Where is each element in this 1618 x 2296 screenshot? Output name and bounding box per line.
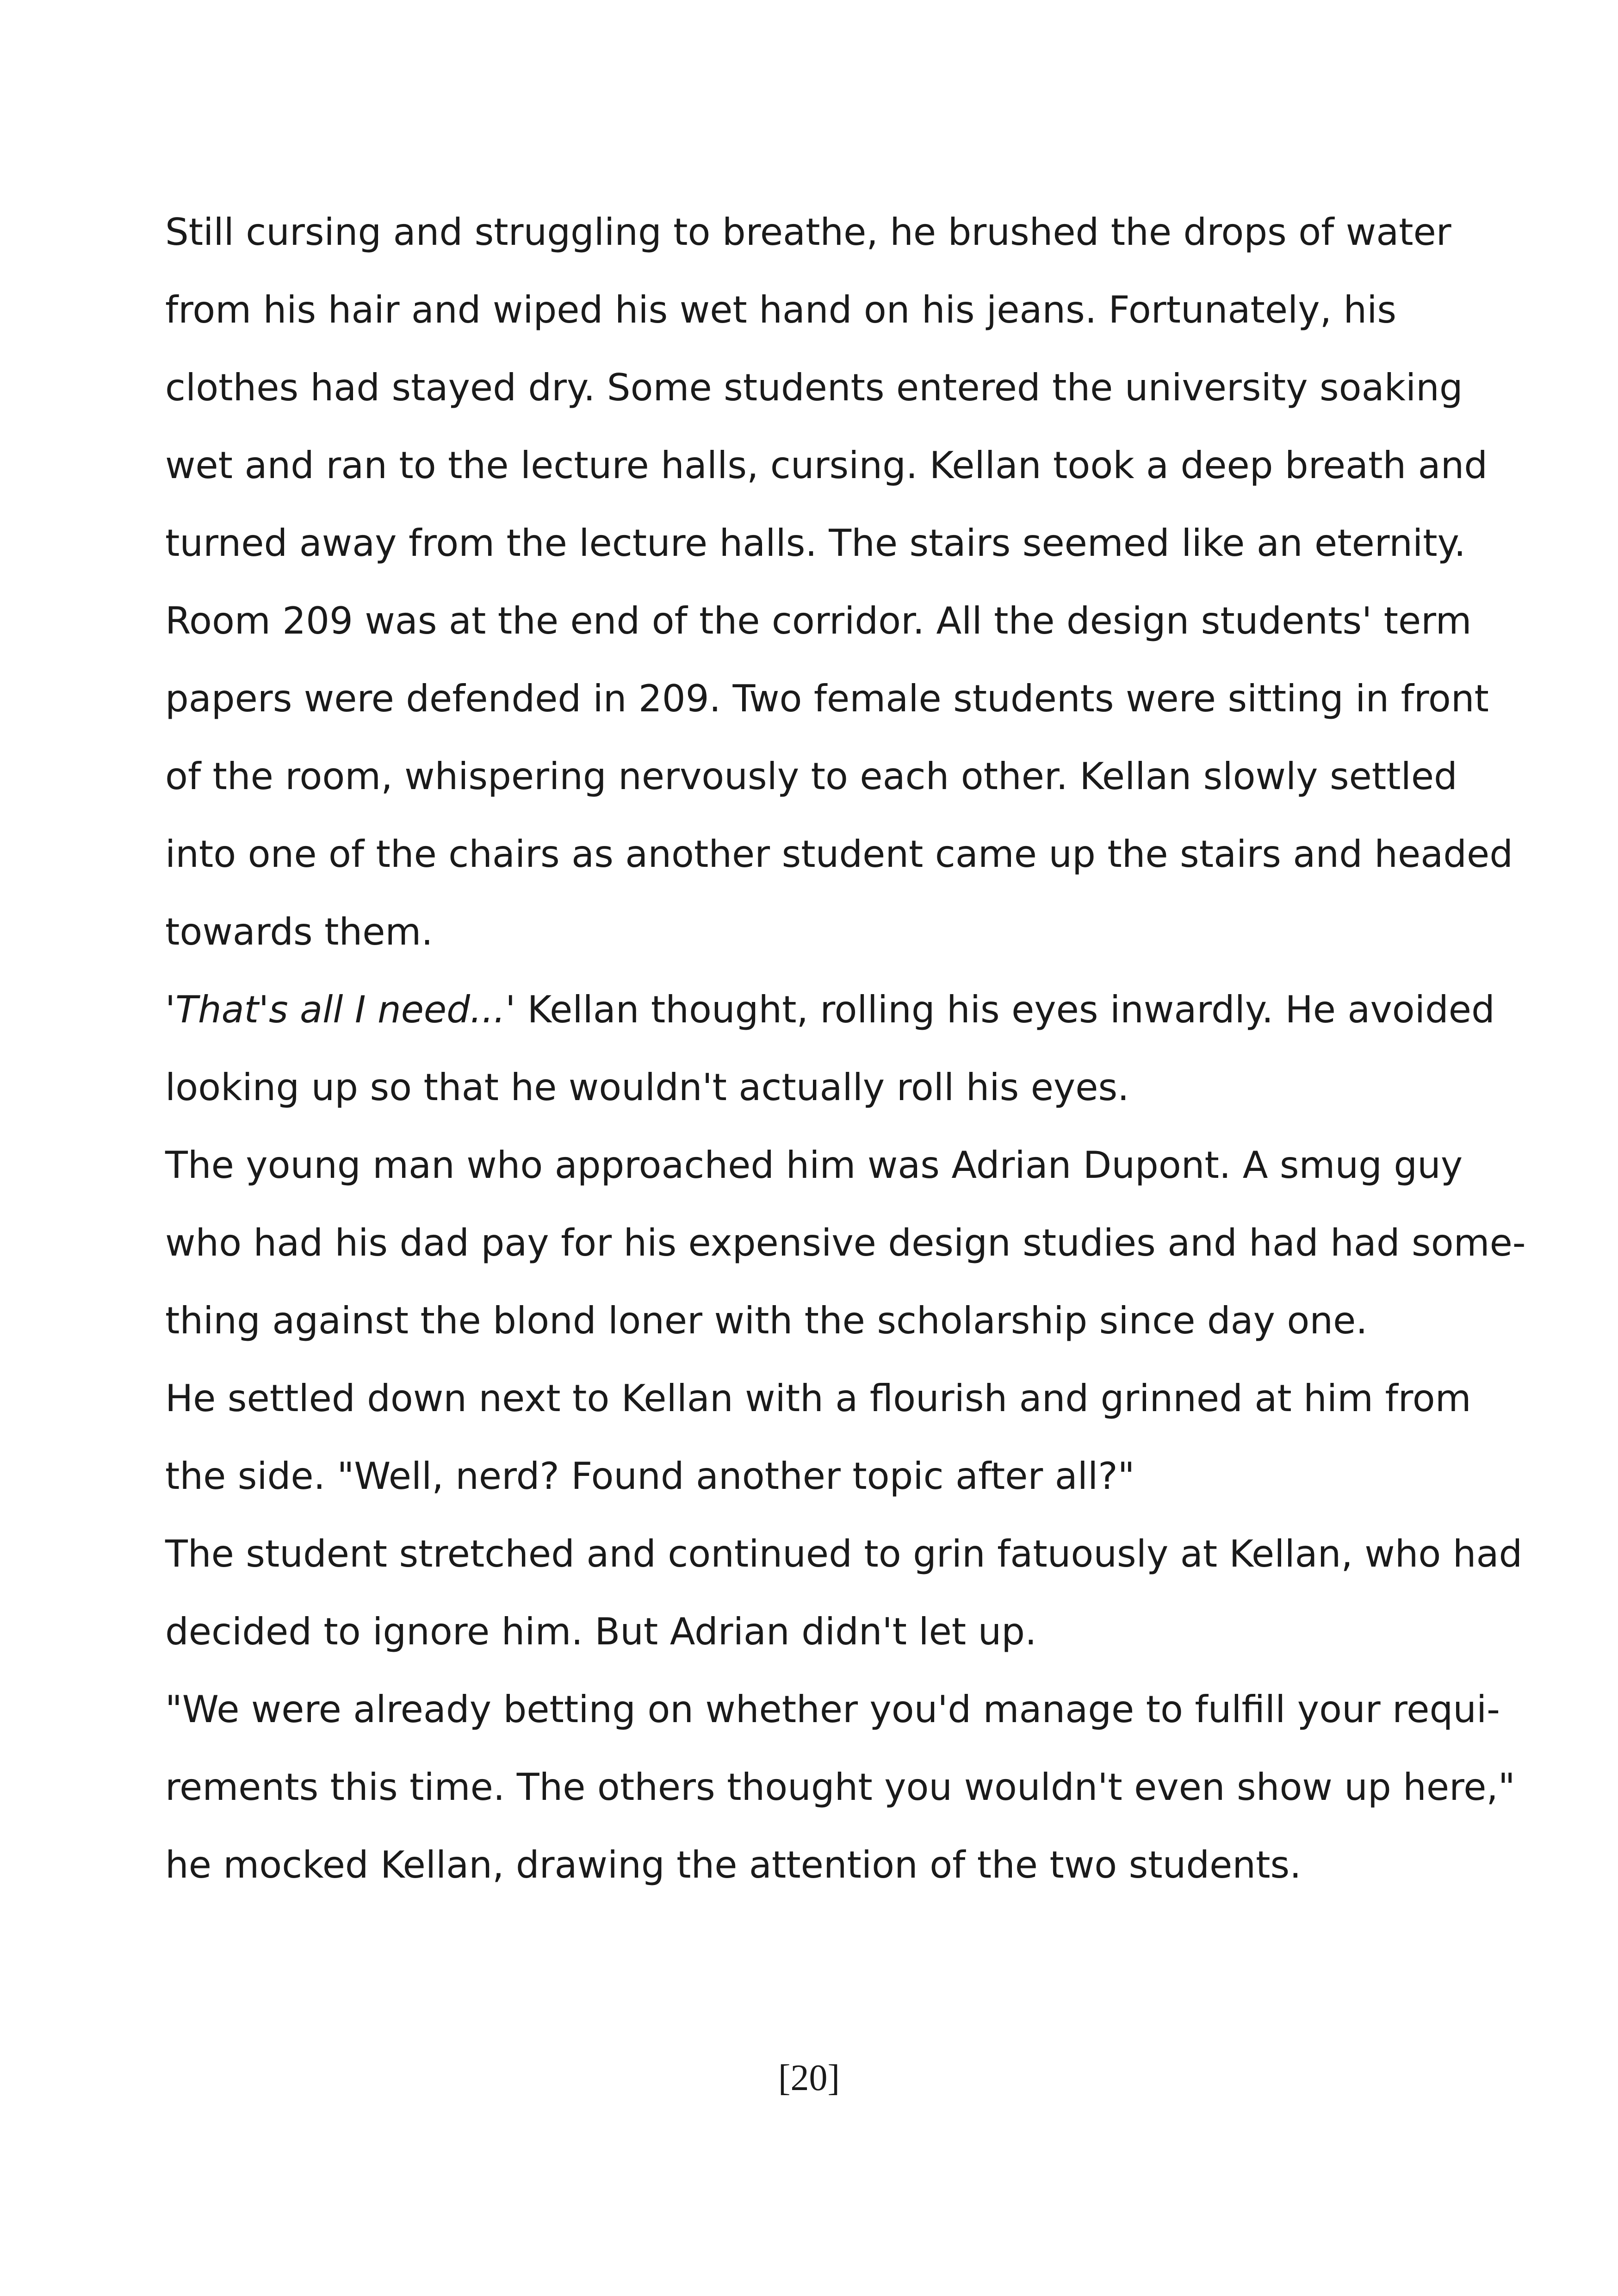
page-number: [20] [778,2058,840,2098]
text-line: decided to ignore him. But Adrian didn't let up. [165,1610,1037,1653]
text-line: The young man who approached him was Adrian Dupont. A smug guy [165,1144,1463,1187]
body-text [165,193,1526,1904]
text-line: "We were already betting on whether you'd manage to fulfill your requi- [165,1688,1500,1731]
text-line: looking up so that he wouldn't actually roll his eyes. [165,1066,1129,1109]
text-line: Room 209 was at the end of the corridor. All the design students' term [165,599,1472,642]
text-line-rest: Kellan thought, rolling his eyes inwardly. He avoided [515,988,1495,1031]
text-line: wet and ran to the lecture halls, cursing. Kellan took a deep breath and [165,444,1488,487]
text-line: of the room, whispering nervously to each other. Kellan slowly settled [165,755,1457,798]
text-line: the side. "Well, nerd? Found another topic after all?" [165,1455,1135,1498]
text-line: He settled down next to Kellan with a flourish and grinned at him from [165,1377,1471,1420]
text-line: Still cursing and struggling to breathe, he brushed the drops of water [165,211,1451,254]
text-line: thing against the blond loner with the scholarship since day one. [165,1299,1368,1342]
text-line: who had his dad pay for his expensive design studies and had had some- [165,1221,1526,1264]
text-line: he mocked Kellan, drawing the attention of the two students. [165,1843,1302,1886]
text-line-with-italic-thought [165,971,1495,1049]
italic-thought: 'That's all I need...' [165,988,516,1031]
text-line: turned away from the lecture halls. The stairs seemed like an eternity. [165,522,1466,565]
text-line: rements this time. The others thought you wouldn't even show up here," [165,1766,1515,1809]
text-line: clothes had stayed dry. Some students entered the university soaking [165,366,1463,409]
text-line: papers were defended in 209. Two female students were sitting in front [165,677,1489,720]
text-line: The student stretched and continued to grin fatuously at Kellan, who had [165,1532,1523,1575]
text-line: into one of the chairs as another student came up the stairs and headed [165,833,1513,876]
text-line: towards them. [165,910,433,953]
text-line: from his hair and wiped his wet hand on his jeans. Fortunately, his [165,288,1397,331]
